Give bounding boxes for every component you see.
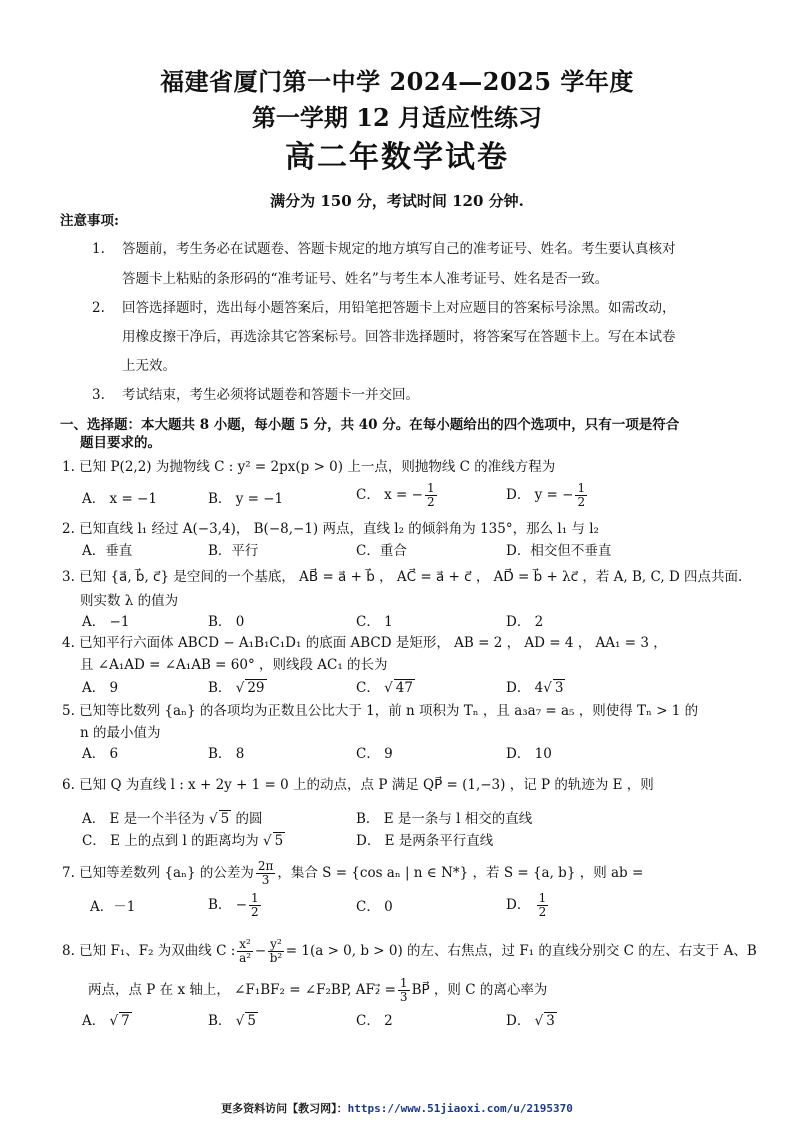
question-8-cont: 两点，点 P 在 x 轴上， ∠F₁BF₂ = ∠F₂BP, AF₂⃗ = $\frac{1}{3}$ BP⃗ ，则 C 的离心率为 — [88, 976, 548, 1004]
sqrt-icon: √ — [109, 1013, 119, 1029]
note-1-cont: 答题卡上粘贴的条形码的“准考证号、姓名”与考生本人准考证号、姓名是否一致。 — [122, 271, 609, 287]
question-5: 5. 已知等比数列 {aₙ} 的各项均为正数且公比大于 1，前 n 项积为 Tₙ ，且 a₃a₇ = a₅ ，则使得 Tₙ > 1 的 — [62, 703, 699, 719]
q7-option-c: C． 0 — [356, 899, 393, 915]
q1-option-a: A． x = −1 — [82, 491, 157, 507]
q6-option-a: A． E 是一个半径为 √ 5 的圆 — [82, 811, 263, 827]
q4-option-c: C． √ 47 — [356, 680, 413, 696]
question-3-cont: 则实数 λ 的值为 — [80, 593, 179, 609]
q3-option-c: C． 1 — [356, 614, 393, 630]
question-4-cont: 且 ∠A₁AD = ∠A₁AB = 60° ，则线段 AC₁ 的长为 — [80, 657, 388, 673]
q1-option-d: D． y = − $\frac{1}{2}$ — [506, 481, 586, 509]
question-8: 8. 已知 F₁、F₂ 为双曲线 C : $\frac{\text{x²}}{\text{a²}}$ − $\frac{\text{y²}}{\text{b²}}$ = 1(a > 0, b > 0) 的左、右焦点，过 F₁ 的直线分别交 C 的左、右支于 A、B — [62, 937, 757, 965]
section-heading: 一、选择题：本大题共 8 小题，每小题 5 分，共 40 分。在每小题给出的四个选项中，只有一项是符合 — [60, 417, 680, 433]
sqrt-icon: √ — [235, 680, 245, 696]
q3-option-a: A． −1 — [82, 614, 130, 630]
section-heading-cont: 题目要求的。 — [80, 435, 161, 451]
q3-option-b: B． 0 — [208, 614, 245, 630]
q5-option-b: B． 8 — [208, 746, 245, 762]
q2-option-d: D．相交但不垂直 — [506, 543, 612, 559]
q4-option-d: D． 4√ 3 — [506, 680, 564, 696]
footer-text: 更多资料访问【教习网】： — [221, 1102, 348, 1115]
q8-option-c: C． 2 — [356, 1013, 393, 1029]
question-2: 2. 已知直线 l₁ 经过 A(−3,4)， B(−8,−1) 两点，直线 l₂ 的倾斜角为 135°，那么 l₁ 与 l₂ — [62, 521, 599, 537]
q6-option-c: C． E 上的点到 l 的距离均为 √ 5 — [82, 833, 284, 849]
school-title: 福建省厦门第一中学 2024—2025 学年度 — [160, 67, 634, 96]
q2-option-b: B．平行 — [208, 543, 259, 559]
sqrt-icon: √ — [208, 811, 218, 827]
question-4: 4. 已知平行六面体 ABCD − A₁B₁C₁D₁ 的底面 ABCD 是矩形， AB = 2 ， AD = 4 ， AA₁ = 3 ， — [62, 635, 667, 651]
question-1: 1. 已知 P(2,2) 为抛物线 C : y² = 2px(p > 0) 上一点，则抛物线 C 的准线方程为 — [62, 459, 556, 475]
q6-option-b: B． E 是一条与 l 相交的直线 — [356, 811, 533, 827]
score-time: 满分为 150 分，考试时间 120 分钟. — [270, 192, 524, 210]
note-3: 3. 考试结束，考生必须将试题卷和答题卡一并交回。 — [92, 387, 419, 403]
sqrt-icon: √ — [384, 680, 393, 696]
q7-option-b: B． − $\frac{1}{2}$ — [208, 891, 259, 919]
q8-option-b: B． √ 5 — [208, 1013, 256, 1029]
q5-option-d: D． 10 — [506, 746, 552, 762]
note-2-cont: 用橡皮擦干净后，再选涂其它答案标号。回答非选择题时，将答案写在答题卡上。写在本试卷 — [122, 329, 676, 345]
q6-option-d: D． E 是两条平行直线 — [356, 833, 494, 849]
q5-option-c: C． 9 — [356, 746, 393, 762]
footer-link[interactable]: https://www.51jiaoxi.com/u/2195370 — [347, 1102, 573, 1115]
q1-option-c: C． x = − $\frac{1}{2}$ — [356, 481, 435, 509]
q4-option-b: B． √ 29 — [208, 680, 265, 696]
q7-option-d: D． $\frac{1}{2}$ — [506, 891, 547, 919]
q8-option-a: A． √ 7 — [82, 1013, 130, 1029]
q8-option-d: D． √ 3 — [506, 1013, 555, 1029]
question-6: 6. 已知 Q 为直线 l : x + 2y + 1 = 0 上的动点，点 P 满足 QP⃗ = (1,−3) ，记 P 的轨迹为 E ，则 — [62, 777, 654, 793]
q4-option-a: A． 9 — [82, 680, 119, 696]
question-3: 3. 已知 {a⃗, b⃗, c⃗} 是空间的一个基底， AB⃗ = a⃗ + b⃗ ， AC⃗ = a⃗ + c⃗ ， AD⃗ = b⃗ + λc⃗ ，若 A, B, C, D 四点共面. — [62, 569, 743, 585]
sqrt-icon: √ — [262, 833, 272, 849]
q7-option-a: A．－1 — [90, 899, 136, 915]
note-2: 2. 回答选择题时，选出每小题答案后，用铅笔把答题卡上对应题目的答案标号涂黑。如需改动， — [92, 300, 676, 316]
term-title: 第一学期 12 月适应性练习 — [251, 103, 543, 132]
q5-option-a: A． 6 — [82, 746, 119, 762]
exam-title: 高二年数学试卷 — [285, 140, 509, 175]
note-1: 1. 答题前，考生务必在试题卷、答题卡规定的地方填写自己的准考证号、姓名。考生要认真核对 — [92, 241, 676, 257]
q2-option-c: C．重合 — [356, 543, 407, 559]
question-5-cont: n 的最小值为 — [80, 725, 161, 741]
sqrt-icon: √ — [235, 1013, 245, 1029]
question-7: 7. 已知等差数列 {aₙ} 的公差为 $\frac{2\pi}{3}$ ，集合 S = {cos aₙ | n ∈ N*} ，若 S = {a, b} ，则 ab = — [62, 859, 644, 887]
note-2-cont2: 上无效。 — [122, 358, 176, 374]
notes-title: 注意事项: — [60, 213, 119, 229]
sqrt-icon: √ — [534, 1013, 544, 1029]
footer-banner — [0, 1100, 794, 1116]
q1-option-b: B． y = −1 — [208, 491, 284, 507]
q2-option-a: A．垂直 — [82, 543, 133, 559]
q3-option-d: D． 2 — [506, 614, 544, 630]
sqrt-icon: √ — [543, 680, 552, 696]
